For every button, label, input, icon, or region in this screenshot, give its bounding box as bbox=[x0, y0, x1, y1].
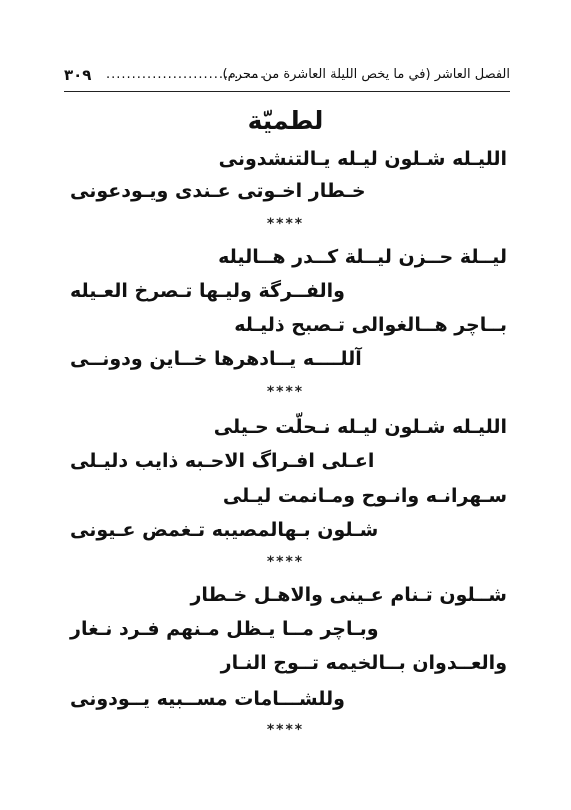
poem-title: لطميّة bbox=[247, 106, 324, 135]
header-leader-dots: ............................... bbox=[106, 67, 266, 82]
chapter-title: الفصل العاشر (في ما يخص الليلة العاشرة من محرم) bbox=[222, 67, 510, 82]
stanza-separator: **** bbox=[266, 554, 305, 570]
verse-line: آللــــه يــادهرها خــاين ودونــى bbox=[70, 348, 362, 370]
stanza-separator: **** bbox=[266, 384, 305, 400]
verse-line: وبـاچر مــا يـظل مـنهم فـرد نـغار bbox=[70, 618, 379, 640]
verse-line: بــاچر هــالغوالى تـصبح ذليـله bbox=[234, 314, 507, 336]
page-number: ٣٠٩ bbox=[64, 66, 92, 84]
stanza-separator: **** bbox=[266, 216, 305, 232]
verse-line: الليـله شـلون ليـله نـحلّت حـيلى bbox=[213, 416, 507, 438]
verse-line: وللشـــامات مســبيه يــودونى bbox=[70, 688, 345, 710]
verse-line: اعـلى افـراگ الاحـبه ذايب دليـلى bbox=[70, 450, 375, 472]
verse-line: سـهرانـه وانـوح ومـانمت ليـلى bbox=[222, 485, 507, 507]
verse-line: خـطار اخـوتى عـندى ويـودعونى bbox=[70, 180, 366, 202]
verse-line: والفــرگة وليـها تـصرخ العـيله bbox=[70, 280, 345, 302]
stanza-separator: **** bbox=[266, 722, 305, 738]
verse-line: شــلون تـنام عـينى والاهـل خـطار bbox=[190, 584, 507, 606]
verse-line: والعــدوان بــالخيمه تــوج النـار bbox=[220, 652, 507, 674]
verse-line: الليـله شـلون ليـله يـالتنشدونى bbox=[218, 148, 507, 170]
header-divider bbox=[64, 91, 510, 92]
page-header bbox=[64, 64, 510, 88]
verse-line: ليــلة حــزن ليــلة كــدر هــاليله bbox=[218, 246, 507, 268]
verse-line: شـلون بـهالمصيبه تـغمض عـيونى bbox=[70, 519, 379, 541]
